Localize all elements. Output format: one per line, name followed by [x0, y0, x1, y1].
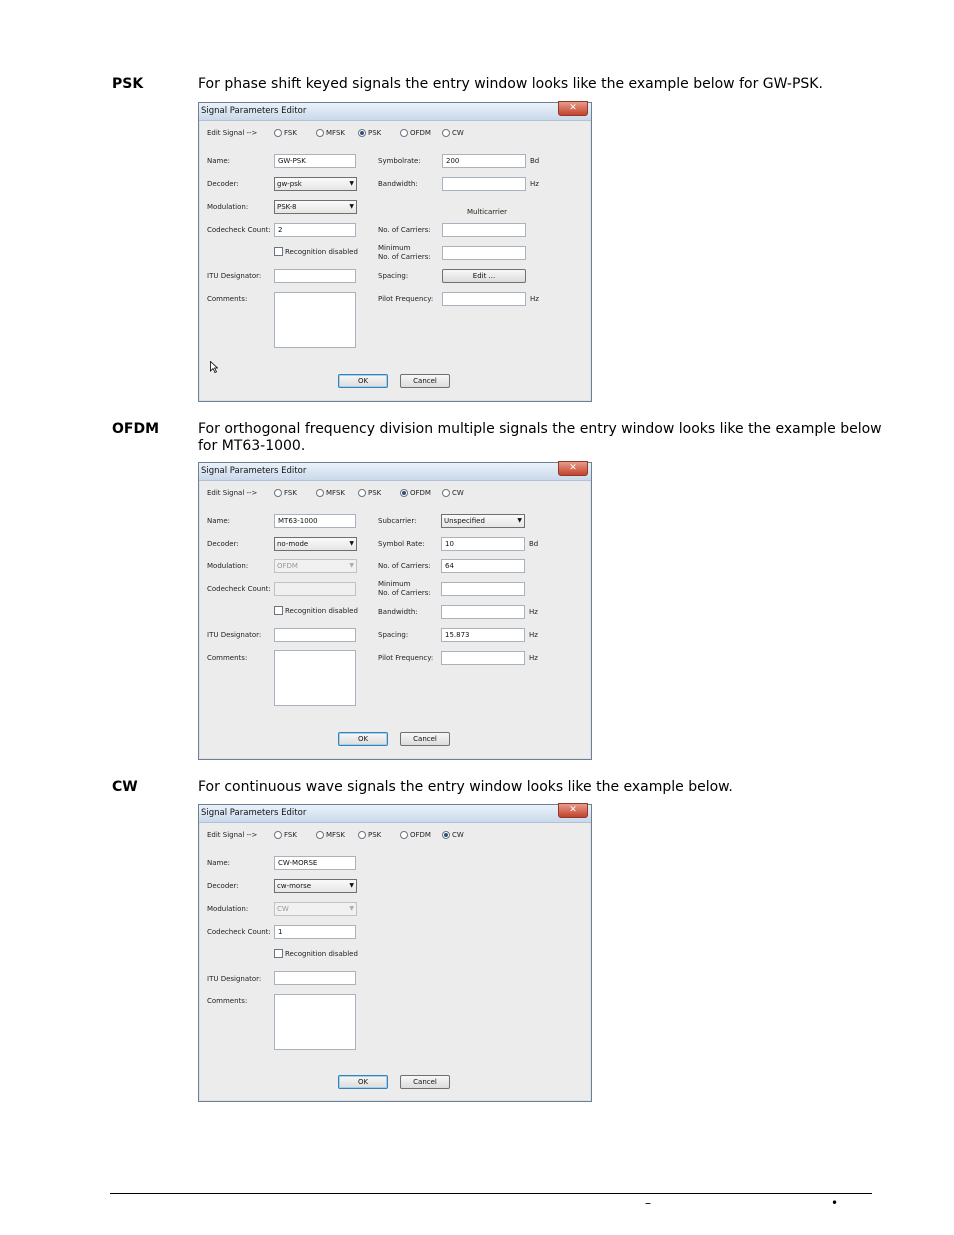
- itu-label: ITU Designator:: [207, 975, 262, 983]
- checkbox-label: Recognition disabled: [285, 247, 358, 256]
- title-bar: [199, 103, 591, 121]
- bandwidth-field[interactable]: [441, 605, 525, 619]
- dropdown-arrow-icon: ▼: [349, 203, 354, 210]
- radio-dot: [358, 831, 366, 839]
- cancel-button[interactable]: Cancel: [400, 374, 450, 388]
- subcarrier-select[interactable]: [441, 514, 525, 528]
- itu-field[interactable]: [274, 971, 356, 985]
- radio-dot: [316, 831, 324, 839]
- dropdown-arrow-icon: ▼: [517, 517, 522, 524]
- comments-area[interactable]: [274, 994, 356, 1050]
- term-cw: CW: [112, 779, 138, 795]
- pilot-field[interactable]: [441, 651, 525, 665]
- radio-label: MFSK: [326, 129, 345, 137]
- decoder-select[interactable]: [274, 537, 357, 551]
- dialog-title: Signal Parameters Editor: [201, 808, 307, 818]
- radio-fsk[interactable]: [274, 831, 297, 839]
- symbolrate-label: Symbolrate:: [378, 157, 421, 165]
- term-ofdm: OFDM: [112, 421, 160, 437]
- decoder-label: Decoder:: [207, 180, 239, 188]
- radio-label: MFSK: [326, 489, 345, 497]
- symbolrate-unit: Bd: [529, 540, 539, 548]
- dropdown-arrow-icon: ▼: [349, 540, 354, 547]
- radio-mfsk[interactable]: [316, 489, 345, 497]
- recognition-checkbox[interactable]: [274, 247, 358, 256]
- subcarrier-value: Unspecified: [444, 517, 485, 525]
- checkbox-label: Recognition disabled: [285, 606, 358, 615]
- radio-label: OFDM: [410, 129, 431, 137]
- footer-left-mark: –: [645, 1196, 651, 1210]
- symbolrate-field[interactable]: 10: [441, 537, 525, 551]
- ofdm-description: For orthogonal frequency division multiple signals the entry window looks like the example below for MT63-1000.: [198, 421, 882, 454]
- title-bar: [199, 463, 591, 481]
- close-icon: ✕: [569, 805, 577, 815]
- radio-mfsk[interactable]: [316, 129, 345, 137]
- radio-dot: [358, 129, 366, 137]
- radio-dot: [274, 129, 282, 137]
- itu-field[interactable]: [274, 269, 356, 283]
- codecheck-label: Codecheck Count:: [207, 226, 271, 234]
- pilot-label: Pilot Frequency:: [378, 654, 434, 662]
- name-label: Name:: [207, 859, 231, 867]
- decoder-value: no-mode: [277, 540, 309, 548]
- term-psk: PSK: [112, 76, 144, 92]
- dropdown-arrow-icon: ▼: [349, 905, 354, 912]
- name-field[interactable]: MT63-1000: [274, 514, 356, 528]
- close-button[interactable]: [558, 101, 588, 116]
- comments-label: Comments:: [207, 295, 248, 303]
- edit-signal-label: Edit Signal -->: [207, 129, 258, 137]
- recognition-checkbox[interactable]: [274, 606, 358, 615]
- symbolrate-unit: Bd: [530, 157, 540, 165]
- comments-area[interactable]: [274, 292, 356, 348]
- radio-dot: [400, 129, 408, 137]
- radio-label: FSK: [284, 831, 297, 839]
- radio-label: CW: [452, 489, 464, 497]
- radio-dot: [274, 831, 282, 839]
- bandwidth-field[interactable]: [442, 177, 526, 191]
- edit-signal-label: Edit Signal -->: [207, 831, 258, 839]
- checkbox-box: [274, 247, 283, 256]
- carriers-field[interactable]: [442, 223, 526, 237]
- modulation-select: [274, 559, 357, 573]
- radio-mfsk[interactable]: [316, 831, 345, 839]
- radio-label: PSK: [368, 489, 382, 497]
- codecheck-label: Codecheck Count:: [207, 585, 271, 593]
- ok-button[interactable]: OK: [338, 1075, 388, 1089]
- modulation-value: CW: [277, 905, 289, 913]
- radio-dot: [400, 489, 408, 497]
- min-carriers-field[interactable]: [442, 246, 526, 260]
- checkbox-box: [274, 606, 283, 615]
- bandwidth-unit: Hz: [529, 608, 538, 616]
- radio-dot: [442, 489, 450, 497]
- decoder-select[interactable]: [274, 177, 357, 191]
- name-label: Name:: [207, 157, 231, 165]
- name-field[interactable]: GW-PSK: [274, 154, 356, 168]
- itu-field[interactable]: [274, 628, 356, 642]
- radio-fsk[interactable]: [274, 489, 297, 497]
- radio-dot: [400, 831, 408, 839]
- spacing-label: Spacing:: [378, 631, 409, 639]
- codecheck-label: Codecheck Count:: [207, 928, 271, 936]
- decoder-value: cw-morse: [277, 882, 312, 890]
- cancel-button[interactable]: Cancel: [400, 732, 450, 746]
- bandwidth-label: Bandwidth:: [378, 608, 418, 616]
- checkbox-label: Recognition disabled: [285, 949, 358, 958]
- cw-dialog: [198, 804, 592, 1102]
- edit-signal-label: Edit Signal -->: [207, 489, 258, 497]
- dialog-title: Signal Parameters Editor: [201, 106, 307, 116]
- itu-label: ITU Designator:: [207, 631, 262, 639]
- pilot-field[interactable]: [442, 292, 526, 306]
- modulation-label: Modulation:: [207, 562, 249, 570]
- decoder-label: Decoder:: [207, 540, 239, 548]
- radio-label: FSK: [284, 129, 297, 137]
- carriers-field[interactable]: 64: [441, 559, 525, 573]
- comments-label: Comments:: [207, 997, 248, 1005]
- bandwidth-label: Bandwidth:: [378, 180, 418, 188]
- radio-dot: [442, 831, 450, 839]
- cw-description: For continuous wave signals the entry window looks like the example below.: [198, 779, 733, 795]
- comments-area[interactable]: [274, 650, 356, 706]
- name-field[interactable]: CW-MORSE: [274, 856, 356, 870]
- codecheck-field[interactable]: 1: [274, 925, 356, 939]
- radio-dot: [358, 489, 366, 497]
- footer-right-mark: •: [831, 1196, 839, 1210]
- close-button[interactable]: [558, 803, 588, 818]
- symbolrate-label: Symbol Rate:: [378, 540, 425, 548]
- radio-label: PSK: [368, 831, 382, 839]
- mouse-cursor-icon: [210, 361, 218, 373]
- pilot-label: Pilot Frequency:: [378, 295, 434, 303]
- dropdown-arrow-icon: ▼: [349, 180, 354, 187]
- min-carriers-label-2: No. of Carriers:: [378, 253, 431, 261]
- radio-psk[interactable]: [358, 489, 381, 497]
- radio-label: PSK: [368, 129, 382, 137]
- close-icon: ✕: [569, 103, 577, 113]
- radio-ofdm[interactable]: [400, 129, 431, 137]
- decoder-select[interactable]: [274, 879, 357, 893]
- name-label: Name:: [207, 517, 231, 525]
- carriers-label: No. of Carriers:: [378, 562, 431, 570]
- radio-dot: [442, 129, 450, 137]
- codecheck-field: [274, 582, 356, 596]
- modulation-label: Modulation:: [207, 203, 249, 211]
- carriers-label: No. of Carriers:: [378, 226, 431, 234]
- radio-label: FSK: [284, 489, 297, 497]
- radio-ofdm[interactable]: [400, 831, 431, 839]
- modulation-select: [274, 902, 357, 916]
- radio-cw[interactable]: [442, 489, 464, 497]
- spacing-unit: Hz: [529, 631, 538, 639]
- modulation-select[interactable]: [274, 200, 357, 214]
- radio-dot: [316, 129, 324, 137]
- modulation-value: OFDM: [277, 562, 298, 570]
- ofdm-dialog: [198, 462, 592, 760]
- radio-dot: [274, 489, 282, 497]
- radio-psk[interactable]: [358, 831, 381, 839]
- title-bar: [199, 805, 591, 823]
- recognition-checkbox[interactable]: [274, 949, 358, 958]
- dropdown-arrow-icon: ▼: [349, 882, 354, 889]
- min-carriers-field[interactable]: [441, 582, 525, 596]
- checkbox-box: [274, 949, 283, 958]
- pilot-unit: Hz: [529, 654, 538, 662]
- bandwidth-unit: Hz: [530, 180, 539, 188]
- radio-cw[interactable]: [442, 831, 464, 839]
- spacing-edit-button[interactable]: Edit ...: [442, 269, 526, 283]
- radio-label: OFDM: [410, 831, 431, 839]
- modulation-label: Modulation:: [207, 905, 249, 913]
- min-carriers-label-1: Minimum: [378, 244, 411, 252]
- radio-fsk[interactable]: [274, 129, 297, 137]
- codecheck-field[interactable]: 2: [274, 223, 356, 237]
- footer-rule: [110, 1193, 872, 1194]
- ok-button[interactable]: OK: [338, 732, 388, 746]
- radio-label: CW: [452, 129, 464, 137]
- ok-button[interactable]: OK: [338, 374, 388, 388]
- close-icon: ✕: [569, 463, 577, 473]
- psk-dialog: [198, 102, 592, 402]
- dialog-title: Signal Parameters Editor: [201, 466, 307, 476]
- decoder-value: gw-psk: [277, 180, 302, 188]
- subcarrier-label: Subcarrier:: [378, 517, 417, 525]
- radio-label: MFSK: [326, 831, 345, 839]
- multicarrier-label: Multicarrier: [467, 208, 508, 216]
- min-carriers-label-2: No. of Carriers:: [378, 589, 431, 597]
- radio-label: OFDM: [410, 489, 431, 497]
- spacing-field[interactable]: 15.873: [441, 628, 525, 642]
- modulation-value: PSK-8: [277, 203, 297, 211]
- spacing-label: Spacing:: [378, 272, 409, 280]
- pilot-unit: Hz: [530, 295, 539, 303]
- radio-dot: [316, 489, 324, 497]
- decoder-label: Decoder:: [207, 882, 239, 890]
- psk-description: For phase shift keyed signals the entry window looks like the example below for GW-PSK.: [198, 76, 823, 92]
- radio-psk[interactable]: [358, 129, 381, 137]
- itu-label: ITU Designator:: [207, 272, 262, 280]
- comments-label: Comments:: [207, 654, 248, 662]
- cancel-button[interactable]: Cancel: [400, 1075, 450, 1089]
- radio-label: CW: [452, 831, 464, 839]
- min-carriers-label-1: Minimum: [378, 580, 411, 588]
- dropdown-arrow-icon: ▼: [349, 562, 354, 569]
- symbolrate-field[interactable]: 200: [442, 154, 526, 168]
- close-button[interactable]: [558, 461, 588, 476]
- radio-cw[interactable]: [442, 129, 464, 137]
- radio-ofdm[interactable]: [400, 489, 431, 497]
